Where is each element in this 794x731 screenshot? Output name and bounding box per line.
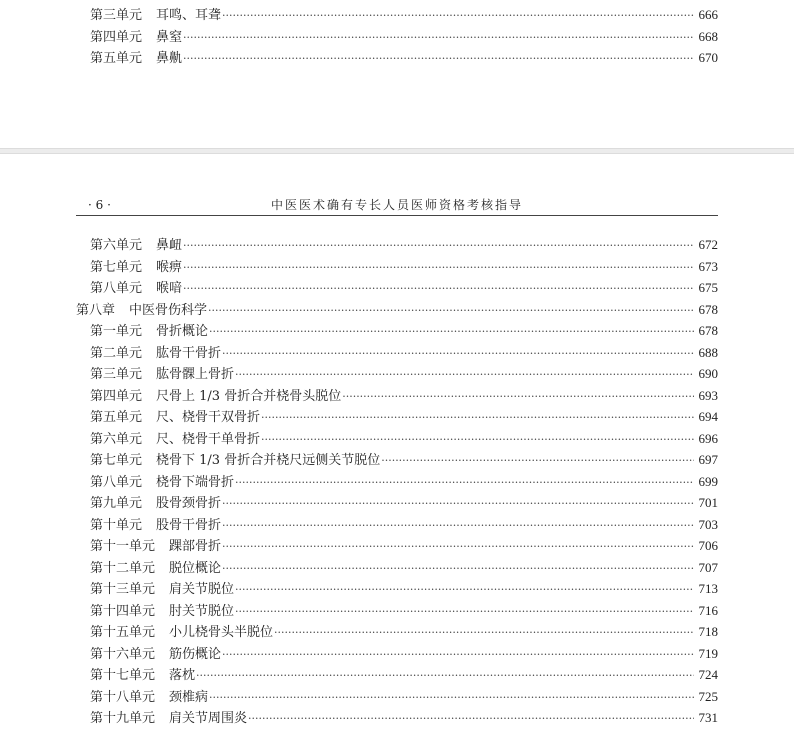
toc-entry-unit: 第十八单元 <box>90 689 156 705</box>
toc-entry[interactable] <box>76 47 718 69</box>
toc-entry-page: 696 <box>698 430 718 446</box>
toc-entry-page: 675 <box>698 280 718 295</box>
toc-entry-unit: 第十三单元 <box>90 582 156 597</box>
toc-dot-leader <box>222 515 694 537</box>
toc-dot-leader <box>183 257 694 279</box>
toc-dot-leader <box>274 622 694 644</box>
toc-entry[interactable] <box>76 557 718 579</box>
toc-entry[interactable] <box>76 234 718 256</box>
toc-entry-unit: 第八单元 <box>90 281 143 296</box>
toc-entry-title: 筋伤概论 <box>169 646 222 662</box>
toc-dot-leader <box>235 579 694 601</box>
toc-dot-leader <box>222 5 694 27</box>
toc-entry-unit: 第四单元 <box>90 29 143 45</box>
toc-entry-page: 719 <box>698 645 718 661</box>
toc-entry-unit: 第六单元 <box>90 238 143 253</box>
toc-entry-title: 小儿桡骨头半脱位 <box>169 625 274 640</box>
toc-dot-leader <box>183 27 694 49</box>
toc-entry-unit: 第三单元 <box>90 8 143 23</box>
toc-entry-title: 中医骨伤科学 <box>129 302 208 318</box>
header-page-number: · 6 · <box>88 198 111 212</box>
toc-dot-leader <box>183 48 694 70</box>
toc-entry-page: 666 <box>698 7 718 22</box>
toc-entry-title: 股骨颈骨折 <box>156 496 222 511</box>
toc-entry-page: 670 <box>698 50 718 65</box>
toc-dot-leader <box>342 386 694 408</box>
toc-entry[interactable] <box>76 4 718 26</box>
toc-entry-unit: 第十五单元 <box>90 625 156 640</box>
toc-entry-unit: 第四单元 <box>90 388 143 404</box>
page-bottom <box>0 154 794 731</box>
toc-entry[interactable] <box>76 428 718 450</box>
toc-entry-title: 桡骨下 1/3 骨折合并桡尺远侧关节脱位 <box>156 453 381 468</box>
toc-entry-page: 699 <box>698 473 718 489</box>
toc-entry-unit: 第九单元 <box>90 496 143 511</box>
toc-entry-page: 688 <box>698 344 718 360</box>
toc-entry-title: 喉喑 <box>156 281 183 296</box>
toc-entry-page: 678 <box>698 301 718 317</box>
toc-entry-unit: 第七单元 <box>90 453 143 468</box>
toc-entry[interactable] <box>76 492 718 514</box>
toc-entry-page: 672 <box>698 237 718 252</box>
toc-entry-unit: 第三单元 <box>90 367 143 382</box>
toc-entry[interactable] <box>76 26 718 48</box>
toc-entry-unit: 第二单元 <box>90 345 143 361</box>
toc-entry-unit: 第一单元 <box>90 324 143 339</box>
toc-entry-title: 桡骨下端骨折 <box>156 474 235 490</box>
toc-entry-unit: 第八单元 <box>90 474 143 490</box>
toc-entry-page: 678 <box>698 323 718 338</box>
toc-entry[interactable] <box>76 363 718 385</box>
toc-entry-unit: 第十二单元 <box>90 560 156 576</box>
toc-entry-unit: 第六单元 <box>90 431 143 447</box>
toc-entry-title: 肱骨干骨折 <box>156 345 222 361</box>
toc-dot-leader <box>209 687 694 709</box>
toc-entry-page: 673 <box>698 258 718 274</box>
toc-entry-page: 694 <box>698 409 718 424</box>
toc-entry[interactable] <box>76 406 718 428</box>
toc-list-top <box>76 4 718 69</box>
toc-dot-leader <box>235 472 694 494</box>
toc-entry-title: 鼻鼽 <box>156 51 183 66</box>
toc-dot-leader <box>261 407 694 429</box>
toc-entry-title: 脱位概论 <box>169 560 222 576</box>
toc-entry[interactable] <box>76 578 718 600</box>
toc-entry[interactable] <box>76 664 718 686</box>
toc-entry-page: 731 <box>698 710 718 725</box>
toc-entry-page: 707 <box>698 559 718 575</box>
toc-entry[interactable] <box>76 385 718 407</box>
toc-dot-leader <box>208 300 694 322</box>
toc-entry-title: 喉痹 <box>156 259 183 275</box>
toc-entry[interactable] <box>76 643 718 665</box>
toc-entry-title: 耳鸣、耳聋 <box>156 8 222 23</box>
toc-dot-leader <box>209 321 694 343</box>
toc-entry-page: 724 <box>698 667 718 682</box>
toc-entry-unit: 第十四单元 <box>90 603 156 619</box>
toc-entry-title: 尺、桡骨干单骨折 <box>156 431 261 447</box>
toc-entry-title: 肩关节脱位 <box>169 582 235 597</box>
toc-dot-leader <box>222 536 694 558</box>
toc-dot-leader <box>222 644 694 666</box>
toc-entry-page: 716 <box>698 602 718 618</box>
toc-dot-leader <box>222 558 694 580</box>
toc-entry-title: 骨折概论 <box>156 324 209 339</box>
toc-entry-title: 尺、桡骨干双骨折 <box>156 410 261 425</box>
toc-entry-page: 690 <box>698 366 718 381</box>
toc-entry[interactable] <box>76 621 718 643</box>
header-book-title: 中医医术确有专长人员医师资格考核指导 <box>270 198 523 212</box>
toc-entry[interactable] <box>76 471 718 493</box>
toc-dot-leader <box>183 235 694 257</box>
toc-entry-page: 718 <box>698 624 718 639</box>
toc-entry[interactable] <box>76 514 718 536</box>
toc-entry-unit: 第十单元 <box>90 517 143 533</box>
toc-dot-leader <box>235 601 694 623</box>
toc-dot-leader <box>261 429 694 451</box>
toc-entry-page: 703 <box>698 516 718 532</box>
toc-entry-unit: 第八章 <box>76 302 116 318</box>
toc-entry-title: 肱骨髁上骨折 <box>156 367 235 382</box>
toc-chapter-entry[interactable] <box>76 299 718 321</box>
toc-dot-leader <box>248 708 694 730</box>
toc-entry-unit: 第五单元 <box>90 410 143 425</box>
toc-entry-page: 706 <box>698 538 718 553</box>
toc-entry-title: 踝部骨折 <box>169 539 222 554</box>
toc-dot-leader <box>235 364 694 386</box>
toc-dot-leader <box>196 665 694 687</box>
toc-entry-title: 股骨干骨折 <box>156 517 222 533</box>
toc-entry-title: 落枕 <box>169 668 196 683</box>
toc-entry[interactable] <box>76 256 718 278</box>
toc-entry-unit: 第七单元 <box>90 259 143 275</box>
toc-entry-unit: 第十七单元 <box>90 668 156 683</box>
toc-entry-title: 肘关节脱位 <box>169 603 235 619</box>
toc-entry[interactable] <box>76 707 718 729</box>
toc-dot-leader <box>381 450 694 472</box>
toc-entry[interactable] <box>76 686 718 708</box>
toc-entry[interactable] <box>76 342 718 364</box>
toc-dot-leader <box>222 343 694 365</box>
toc-entry-unit: 第十九单元 <box>90 711 156 726</box>
toc-entry[interactable] <box>76 535 718 557</box>
toc-entry-unit: 第五单元 <box>90 51 143 66</box>
toc-dot-leader <box>183 278 694 300</box>
toc-entry[interactable] <box>76 449 718 471</box>
toc-entry[interactable] <box>76 320 718 342</box>
toc-entry[interactable] <box>76 277 718 299</box>
toc-entry-page: 693 <box>698 387 718 403</box>
toc-entry-page: 701 <box>698 495 718 510</box>
toc-entry-page: 668 <box>698 28 718 44</box>
toc-list-bottom <box>76 234 718 729</box>
toc-entry-title: 颈椎病 <box>169 689 209 705</box>
toc-entry-page: 697 <box>698 452 718 467</box>
toc-entry[interactable] <box>76 600 718 622</box>
running-header <box>76 195 718 216</box>
toc-dot-leader <box>222 493 694 515</box>
toc-entry-title: 肩关节周围炎 <box>169 711 248 726</box>
toc-entry-title: 鼻窒 <box>156 29 183 45</box>
page-top <box>0 0 794 148</box>
toc-entry-unit: 第十六单元 <box>90 646 156 662</box>
toc-entry-page: 725 <box>698 688 718 704</box>
toc-entry-title: 鼻衄 <box>156 238 183 253</box>
toc-entry-unit: 第十一单元 <box>90 539 156 554</box>
toc-entry-title: 尺骨上 1/3 骨折合并桡骨头脱位 <box>156 388 342 404</box>
toc-entry-page: 713 <box>698 581 718 596</box>
